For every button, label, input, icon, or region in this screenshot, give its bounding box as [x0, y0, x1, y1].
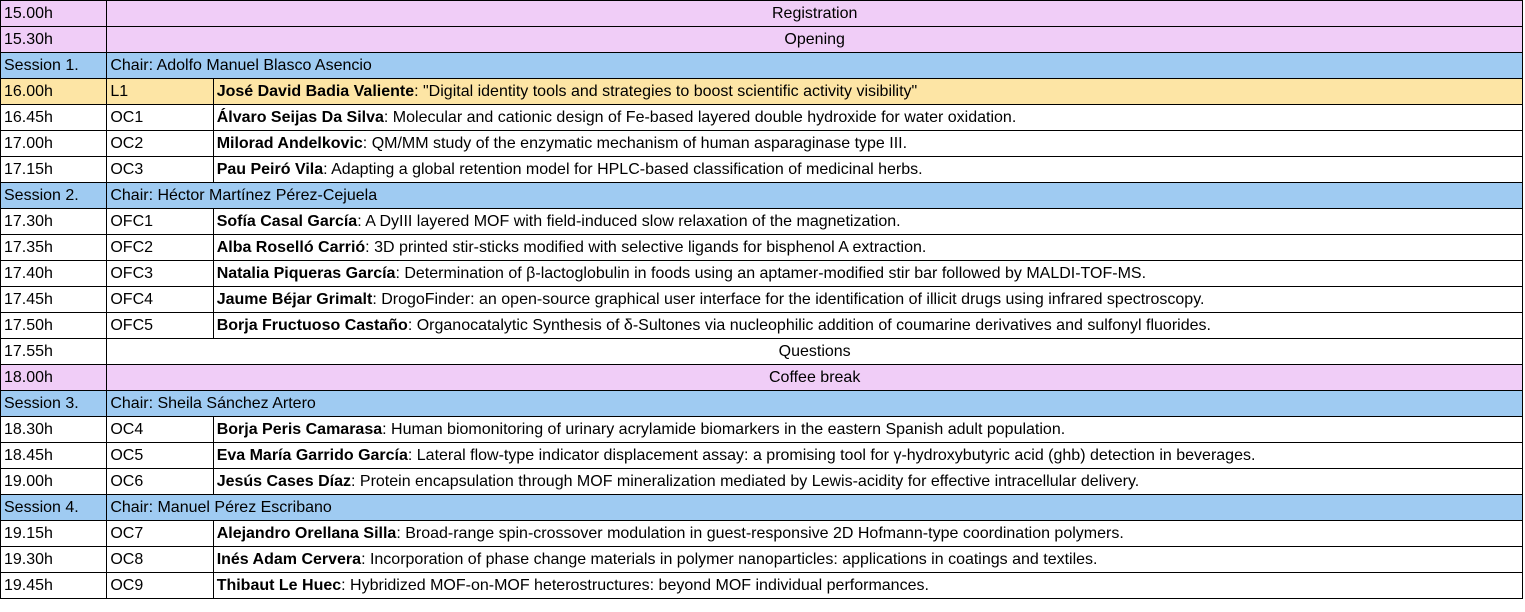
talk-title: : Lateral flow-type indicator displacement assay: a promising tool for γ-hydroxybutyric acid (ghb) detection in beverages.	[407, 447, 1256, 464]
talk-title: : Incorporation of phase change materials in polymer nanoparticles: applications in coatings and textiles.	[361, 551, 1098, 568]
time-cell[interactable]: 17.00h	[1, 131, 107, 157]
talk-cell[interactable]	[213, 469, 1522, 495]
talk-row	[1, 157, 1523, 183]
time-cell[interactable]: 17.15h	[1, 157, 107, 183]
event-label-cell[interactable]: Opening	[107, 27, 1523, 53]
speaker-name: Jaume Béjar Grimalt	[216, 291, 373, 308]
talk-title: : QM/MM study of the enzymatic mechanism of human asparaginase type III.	[362, 135, 908, 152]
speaker-name: Eva María Garrido García	[216, 447, 408, 464]
talk-row	[1, 573, 1523, 599]
chair-cell[interactable]: Chair: Adolfo Manuel Blasco Asencio	[107, 53, 1523, 79]
talk-title: : 3D printed stir-sticks modified with selective ligands for bisphenol A extraction.	[365, 239, 927, 256]
talk-cell[interactable]	[213, 443, 1522, 469]
session-cell[interactable]: Session 4.	[1, 495, 107, 521]
code-cell[interactable]: OFC2	[107, 235, 213, 261]
talk-row	[1, 469, 1523, 495]
speaker-name: Alejandro Orellana Silla	[216, 525, 397, 542]
talk-row	[1, 313, 1523, 339]
time-cell[interactable]: 17.55h	[1, 339, 107, 365]
event-label-cell[interactable]: Registration	[107, 1, 1523, 27]
talk-row	[1, 547, 1523, 573]
time-cell[interactable]: 17.50h	[1, 313, 107, 339]
code-cell[interactable]: OFC5	[107, 313, 213, 339]
talk-title: : A DyIII layered MOF with field-induced slow relaxation of the magnetization.	[357, 213, 901, 230]
talk-cell[interactable]	[213, 287, 1522, 313]
talk-row	[1, 79, 1523, 105]
talk-cell[interactable]	[213, 157, 1522, 183]
talk-title: : Adapting a global retention model for HPLC-based classification of medicinal herbs.	[323, 161, 923, 178]
time-cell[interactable]: 18.30h	[1, 417, 107, 443]
talk-title: : Broad-range spin-crossover modulation in guest-responsive 2D Hofmann-type coordination polymers.	[396, 525, 1124, 542]
session-cell[interactable]: Session 1.	[1, 53, 107, 79]
talk-cell[interactable]	[213, 105, 1522, 131]
talk-cell[interactable]	[213, 573, 1522, 599]
schedule-body	[1, 1, 1523, 599]
code-cell[interactable]: OC2	[107, 131, 213, 157]
talk-row	[1, 521, 1523, 547]
talk-cell[interactable]	[213, 521, 1522, 547]
talk-row	[1, 261, 1523, 287]
time-cell[interactable]: 17.35h	[1, 235, 107, 261]
time-cell[interactable]: 19.15h	[1, 521, 107, 547]
time-cell[interactable]: 17.45h	[1, 287, 107, 313]
code-cell[interactable]: OFC1	[107, 209, 213, 235]
session-header-row	[1, 183, 1523, 209]
talk-title: : Determination of β-lactoglobulin in foods using an aptamer-modified stir bar followed by MALDI-TOF-MS.	[395, 265, 1147, 282]
speaker-name: Pau Peiró Vila	[216, 161, 324, 178]
talk-title: : Protein encapsulation through MOF mineralization mediated by Lewis-acidity for effective intracellular delivery.	[351, 473, 1140, 490]
talk-cell[interactable]	[213, 313, 1522, 339]
code-cell[interactable]: OFC3	[107, 261, 213, 287]
time-cell[interactable]: 16.00h	[1, 79, 107, 105]
code-cell[interactable]: OC1	[107, 105, 213, 131]
code-cell[interactable]: OFC4	[107, 287, 213, 313]
code-cell[interactable]: OC8	[107, 547, 213, 573]
session-cell[interactable]: Session 3.	[1, 391, 107, 417]
talk-cell[interactable]	[213, 417, 1522, 443]
talk-row	[1, 235, 1523, 261]
speaker-name: Inés Adam Cervera	[216, 551, 362, 568]
speaker-name: Natalia Piqueras García	[216, 265, 396, 282]
event-row	[1, 365, 1523, 391]
talk-title: : Human biomonitoring of urinary acrylamide biomarkers in the eastern Spanish adult population.	[382, 421, 1066, 438]
talk-cell[interactable]	[213, 79, 1522, 105]
speaker-name: Milorad Andelkovic	[216, 135, 363, 152]
event-row	[1, 339, 1523, 365]
speaker-name: Álvaro Seijas Da Silva	[216, 109, 384, 126]
talk-cell[interactable]	[213, 261, 1522, 287]
chair-cell[interactable]: Chair: Manuel Pérez Escribano	[107, 495, 1523, 521]
talk-row	[1, 131, 1523, 157]
time-cell[interactable]: 17.40h	[1, 261, 107, 287]
session-header-row	[1, 495, 1523, 521]
talk-row	[1, 443, 1523, 469]
talk-row	[1, 417, 1523, 443]
time-cell[interactable]: 19.30h	[1, 547, 107, 573]
code-cell[interactable]: OC7	[107, 521, 213, 547]
session-cell[interactable]: Session 2.	[1, 183, 107, 209]
speaker-name: Borja Peris Camarasa	[216, 421, 383, 438]
speaker-name: Sofía Casal García	[216, 213, 358, 230]
talk-title: : Hybridized MOF-on-MOF heterostructures: beyond MOF individual performances.	[341, 577, 929, 594]
talk-cell[interactable]	[213, 131, 1522, 157]
event-label-cell[interactable]: Coffee break	[107, 365, 1523, 391]
time-cell[interactable]: 17.30h	[1, 209, 107, 235]
time-cell[interactable]: 16.45h	[1, 105, 107, 131]
chair-cell[interactable]: Chair: Sheila Sánchez Artero	[107, 391, 1523, 417]
event-label-cell[interactable]: Questions	[107, 339, 1523, 365]
talk-row	[1, 287, 1523, 313]
code-cell[interactable]: OC5	[107, 443, 213, 469]
event-row	[1, 1, 1523, 27]
time-cell[interactable]: 15.30h	[1, 27, 107, 53]
speaker-name: Alba Roselló Carrió	[216, 239, 366, 256]
talk-cell[interactable]	[213, 235, 1522, 261]
talk-title: : DrogoFinder: an open-source graphical user interface for the identification of illicit drugs using infrared spectroscopy.	[372, 291, 1205, 308]
talk-title: : Organocatalytic Synthesis of δ-Sultones via nucleophilic addition of coumarine derivatives and sulfonyl fluorides.	[407, 317, 1211, 334]
code-cell[interactable]: OC6	[107, 469, 213, 495]
session-header-row	[1, 391, 1523, 417]
event-row	[1, 27, 1523, 53]
code-cell[interactable]: OC9	[107, 573, 213, 599]
code-cell[interactable]: OC4	[107, 417, 213, 443]
chair-cell[interactable]: Chair: Héctor Martínez Pérez-Cejuela	[107, 183, 1523, 209]
session-header-row	[1, 53, 1523, 79]
code-cell[interactable]: L1	[107, 79, 213, 105]
speaker-name: Jesús Cases Díaz	[216, 473, 351, 490]
speaker-name: Thibaut Le Huec	[216, 577, 342, 594]
speaker-name: Borja Fructuoso Castaño	[216, 317, 408, 334]
speaker-name: José David Badia Valiente	[216, 83, 415, 100]
time-cell[interactable]: 18.00h	[1, 365, 107, 391]
talk-cell[interactable]	[213, 209, 1522, 235]
talk-row	[1, 105, 1523, 131]
talk-title: : Molecular and cationic design of Fe-based layered double hydroxide for water oxidation.	[383, 109, 1017, 126]
time-cell[interactable]: 18.45h	[1, 443, 107, 469]
time-cell[interactable]: 15.00h	[1, 1, 107, 27]
talk-title: : "Digital identity tools and strategies to boost scientific activity visibility"	[414, 83, 918, 100]
time-cell[interactable]: 19.00h	[1, 469, 107, 495]
talk-cell[interactable]	[213, 547, 1522, 573]
time-cell[interactable]: 19.45h	[1, 573, 107, 599]
code-cell[interactable]: OC3	[107, 157, 213, 183]
talk-row	[1, 209, 1523, 235]
